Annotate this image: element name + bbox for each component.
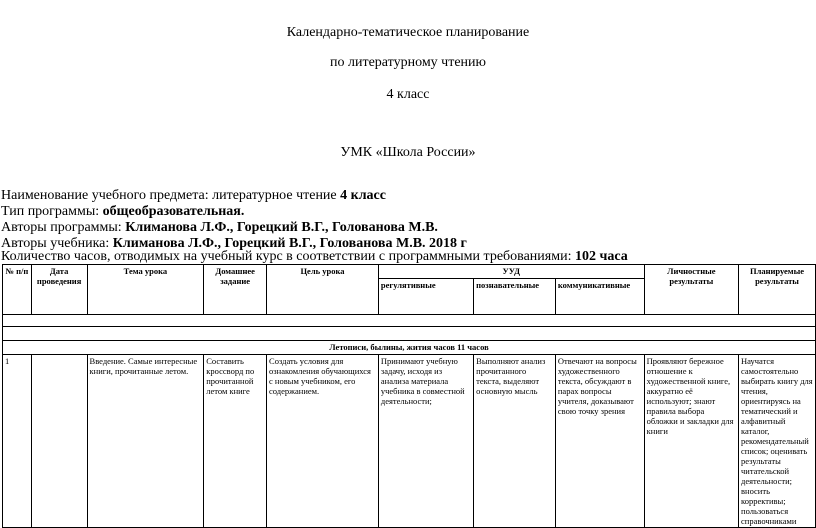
meta-type	[1, 204, 244, 220]
cell-personal-text: Проявляют бережное отношение к художественной книге, аккуратно её используют; знают правила выбора обложки и закладки для книги	[646, 356, 734, 436]
header-goal-text: Цель урока	[300, 266, 345, 276]
cell-num	[3, 355, 32, 528]
cell-planned	[739, 355, 816, 528]
empty-row	[3, 315, 816, 327]
subject-line: по литературному чтению	[330, 55, 486, 70]
header-cognitive-text: познавательные	[476, 280, 540, 290]
cell-regulatory	[378, 355, 473, 528]
header-cognitive	[474, 279, 556, 315]
cell-goal-text: Создать условия для ознакомления обучающихся с новым учебником, его содержанием.	[269, 356, 371, 396]
meta-program-authors-value: Климанова Л.Ф., Горецкий В.Г., Голованова М.В.	[125, 220, 438, 235]
header-communicative	[555, 279, 644, 315]
header-topic-text: Тема урока	[123, 266, 168, 276]
cell-homework	[204, 355, 267, 528]
meta-hours	[1, 249, 628, 265]
meta-program-authors-label: Авторы программы:	[1, 220, 126, 235]
meta-subject	[1, 188, 386, 204]
meta-textbook-authors-value: Климанова Л.Ф., Горецкий В.Г., Голованова М.В. 2018 г	[112, 236, 467, 251]
header-date	[31, 265, 87, 315]
section-title	[3, 341, 816, 355]
meta-type-label: Тип программы:	[1, 204, 103, 219]
page-title: Календарно-тематическое планирование	[286, 25, 530, 40]
header-communicative-text: коммуникативные	[557, 280, 631, 290]
cell-planned-text: Научатся самостоятельно выбирать книгу для чтения, ориентируясь на тематический и алфавитный каталог, рекомендательный список; оценивать результаты читательской деятельности; вносить коррективы; пользоваться справочниками	[741, 356, 813, 526]
cell-communicative	[555, 355, 644, 528]
meta-hours-label: Количество часов, отводимых на учебный курс в соответствии с программными требованиями:	[1, 249, 575, 264]
empty-row	[3, 327, 816, 341]
header-homework-text: Домашнее задание	[215, 266, 255, 286]
header-uud-text: УУД	[502, 266, 520, 276]
header-uud	[378, 265, 644, 279]
umk-line: УМК «Школа России»	[340, 145, 476, 160]
header-regulatory	[378, 279, 473, 315]
cell-regulatory-text: Принимают учебную задачу, исходя из анализа материала учебника в совместной деятельности;	[380, 356, 465, 406]
header-planned-text: Планируемые результаты	[750, 266, 805, 286]
meta-program-authors	[1, 220, 438, 236]
planning-table	[2, 264, 816, 528]
header-homework	[204, 265, 267, 315]
section-title-text: Летописи, былины, жития часов 11 часов	[329, 342, 489, 352]
cell-homework-text: Составить кроссворд по прочитанной летом книге	[206, 356, 255, 396]
cell-cognitive-text: Выполняют анализ прочитанного текста, выделяют основную мысль	[476, 356, 546, 396]
cell-date	[31, 355, 87, 528]
table-row	[3, 355, 816, 528]
header-personal-text: Личностные результаты	[667, 266, 716, 286]
header-goal	[267, 265, 379, 315]
grade-line: 4 класс	[386, 87, 430, 102]
cell-communicative-text: Отвечают на вопросы художественного текста, обсуждают в парах вопросы учителя, доказывают свою точку зрения	[557, 356, 637, 416]
meta-subject-label: Наименование учебного предмета: литературное чтение	[1, 188, 341, 203]
header-topic	[87, 265, 204, 315]
header-num	[3, 265, 32, 315]
cell-topic-text: Введение. Самые интересные книги, прочитанные летом.	[89, 356, 198, 376]
cell-personal	[644, 355, 738, 528]
meta-textbook-authors-label: Авторы учебника:	[1, 236, 113, 251]
cell-goal	[267, 355, 379, 528]
meta-type-value: общеобразовательная.	[102, 204, 245, 219]
meta-subject-value: 4 класс	[340, 188, 386, 203]
cell-topic	[87, 355, 204, 528]
meta-hours-value: 102 часа	[574, 249, 628, 264]
header-personal	[644, 265, 738, 315]
cell-num-text: 1	[5, 356, 10, 366]
header-num-text: № п/п	[5, 266, 29, 276]
cell-cognitive	[474, 355, 556, 528]
header-date-text: Дата проведения	[36, 266, 82, 286]
header-planned	[739, 265, 816, 315]
header-regulatory-text: регулятивные	[380, 280, 436, 290]
